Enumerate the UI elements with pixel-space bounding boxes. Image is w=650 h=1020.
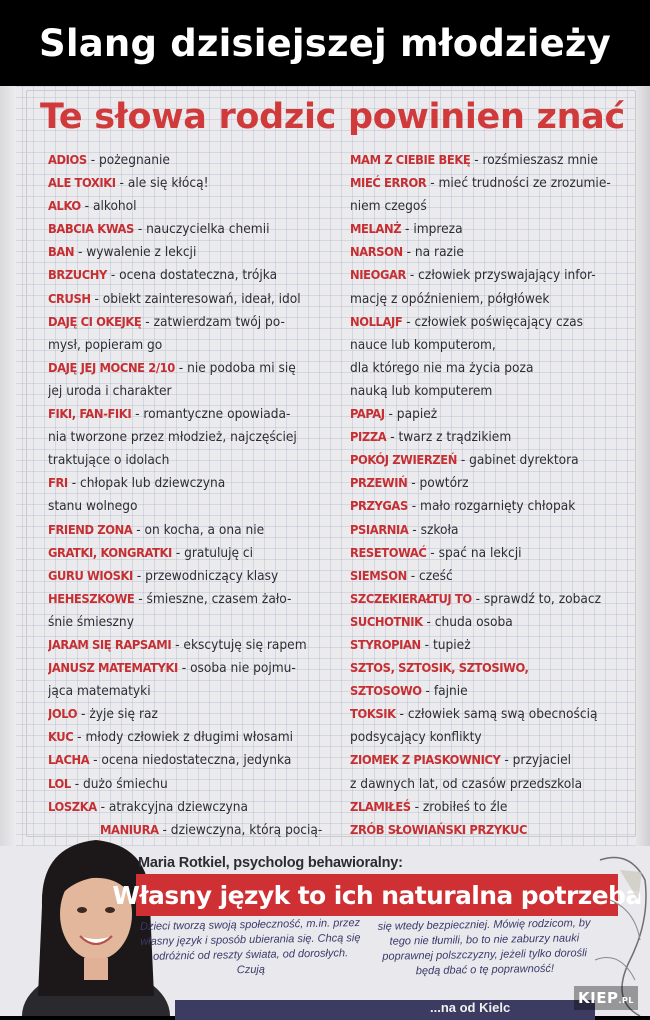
term-definition: - tupież (420, 636, 471, 653)
glossary-entry (350, 218, 630, 241)
slang-term: RESETOWAĆ (350, 545, 427, 561)
slang-term: KUC (48, 730, 74, 746)
glossary-entry (48, 657, 340, 680)
term-definition: - ale się kłócą! (115, 175, 209, 192)
bottom-strip (175, 1000, 595, 1020)
term-definition: - obiekt zainteresowań, ideał, idol (90, 290, 301, 307)
term-definition: nauką lub komputerem (350, 382, 493, 399)
term-definition: - dziewczyna, którą pocią- (158, 821, 323, 838)
term-definition: - cześć (406, 567, 453, 584)
slang-term: ZIOMEK Z PIASKOWNICY (350, 753, 501, 769)
term-definition: jej uroda i charakter (48, 382, 172, 399)
term-definition: - papież (384, 406, 438, 423)
glossary-entry (48, 241, 340, 264)
banner-text: Własny język to ich naturalna potrzeba (112, 880, 642, 910)
slang-term: SUCHOTNIK (350, 614, 423, 630)
term-definition: nauce lub komputerom, (350, 336, 496, 353)
glossary-entry (350, 657, 630, 680)
glossary-entry (350, 611, 630, 634)
glossary-entry (48, 703, 340, 726)
glossary-continuation (48, 426, 340, 449)
term-definition: - fajnie (421, 683, 468, 700)
term-definition: dla którego nie ma życia poza (350, 359, 534, 376)
glossary-entry (350, 472, 630, 495)
glossary-entry (350, 703, 630, 726)
term-definition: - młody człowiek z długimi włosami (73, 729, 294, 746)
glossary-entry (48, 796, 340, 819)
slang-term: ALKO (48, 199, 81, 215)
term-definition: - przyjaciel (500, 752, 572, 769)
slang-term: POKÓJ ZWIERZEŃ (350, 453, 457, 469)
term-definition: jąca matematyki (48, 683, 151, 700)
glossary-left-column (48, 149, 340, 865)
term-definition: - człowiek poświęcający czas (402, 313, 584, 330)
glossary-entry (48, 357, 340, 380)
slang-term: NARSON (350, 245, 403, 261)
glossary-entry (48, 195, 340, 218)
glossary-entry (48, 288, 340, 311)
term-definition: - mało rozgarnięty chłopak (407, 498, 576, 515)
glossary-entry (48, 749, 340, 772)
slang-term: PIZZA (350, 430, 387, 446)
glossary-entry (350, 264, 630, 287)
expert-quote-left: Dzieci tworzą swoją społeczność, m.in. przez własny język i sposób ubierania się. Chcą się odróżnić od reszty świata, od dorosłych. Czują (139, 917, 361, 977)
slang-term: MAM Z CIEBIE BEKĘ (350, 153, 471, 168)
glossary-entry (350, 588, 630, 611)
slang-term: MANIURA (100, 822, 159, 838)
term-definition: niem czegoś (350, 198, 427, 215)
term-definition: - ekscytuję się rapem (171, 636, 307, 653)
term-definition: - osoba nie pojmu- (177, 660, 296, 677)
glossary-continuation (350, 288, 630, 311)
slang-term: GRATKI, KONGRATKI (48, 545, 172, 561)
glossary-entry (350, 311, 630, 334)
glossary-entry (350, 495, 630, 518)
glossary-continuation (350, 195, 630, 218)
article-headline: Te słowa rodzic powinien znać (40, 97, 625, 137)
slang-term: SIEMSON (350, 568, 407, 584)
slang-term: JOLO (48, 707, 78, 723)
term-definition: - mieć trudności ze zrozumie- (426, 175, 611, 192)
term-definition: - dużo śmiechu (70, 775, 168, 792)
glossary-entry (350, 449, 630, 472)
term-definition: - wywalenie z lekcji (74, 244, 197, 261)
term-definition: - zatwierdzam twój po- (141, 313, 285, 330)
glossary-entry (350, 796, 630, 819)
term-definition: - pożegnanie (86, 152, 170, 168)
slang-term: CRUSH (48, 291, 91, 307)
glossary-continuation (48, 495, 340, 518)
slang-term: ADIOS (48, 153, 87, 168)
page-title: Slang dzisiejszej młodzieży (39, 21, 611, 65)
glossary-entry (48, 472, 340, 495)
glossary-entry (350, 749, 630, 772)
title-bar (0, 0, 650, 86)
glossary-entry (48, 519, 340, 542)
glossary-entry (48, 542, 340, 565)
site-watermark (574, 986, 638, 1010)
slang-term: JARAM SIĘ RAPSAMI (48, 637, 172, 653)
slang-term: STYROPIAN (350, 637, 421, 653)
term-definition: - spać na lekcji (426, 544, 522, 561)
glossary-continuation (350, 357, 630, 380)
term-definition: - przewodniczący klasy (132, 567, 279, 584)
term-definition: - rozśmieszasz mnie (470, 152, 598, 168)
expert-quote-right: się wtedy bezpieczniej. Mówię rodzicom, by tego nie tłumili, bo to nie zaburzy nauki poprawnej polszczyzny, jeżeli tylko dorośli będą dbać o tę poprawność! (377, 917, 591, 978)
slang-term: FRI (48, 476, 68, 492)
slang-term: JANUSZ MATEMATYKI (48, 661, 178, 677)
term-definition: - gabinet dyrektora (456, 452, 579, 469)
slang-term: GURU WIOSKI (48, 568, 133, 584)
glossary-entry (48, 773, 340, 796)
glossary-entry (48, 726, 340, 749)
glossary-continuation (350, 380, 630, 403)
glossary-entry (350, 149, 630, 172)
expert-name: Maria Rotkiel, psycholog behawioralny: (138, 855, 403, 871)
term-definition: - szkoła (408, 521, 459, 538)
glossary-continuation (350, 726, 630, 749)
glossary-right-column (350, 149, 630, 865)
glossary-entry (48, 311, 340, 334)
term-definition: - człowiek przyswajający infor- (406, 267, 596, 284)
term-definition: - sprawdź to, zobacz (471, 590, 601, 607)
term-definition: - impreza (401, 221, 463, 238)
slang-term: ZLAMIŁEŚ (350, 799, 411, 815)
glossary-entry (350, 542, 630, 565)
glossary-entry (350, 426, 630, 449)
term-definition: mysł, popieram go (48, 336, 163, 353)
glossary-entry (48, 218, 340, 241)
term-definition: - ocena niedostateczna, jedynka (89, 752, 292, 769)
slang-term: LACHA (48, 753, 90, 769)
slang-term: DAJĘ JEJ MOCNE 2/10 (48, 360, 175, 376)
slang-term: SZTOS, SZTOSIK, SZTOSIWO, (350, 661, 529, 677)
glossary-continuation (350, 334, 630, 357)
term-definition: - powtórz (407, 475, 469, 492)
slang-term: SZCZEKIERAŁTUJ TO (350, 591, 472, 607)
term-definition: - atrakcyjna dziewczyna (96, 798, 249, 815)
glossary-continuation (350, 773, 630, 796)
slang-term: PRZEWIŃ (350, 476, 408, 492)
term-definition: - romantyczne opowiada- (131, 406, 291, 423)
term-definition: śnie śmieszny (48, 613, 134, 630)
glossary-entry (48, 565, 340, 588)
glossary-continuation (48, 680, 340, 703)
term-definition: - zrobiłeś to źle (410, 798, 508, 815)
term-definition: - twarz z trądzikiem (386, 429, 512, 446)
term-definition: - alkohol (80, 198, 137, 215)
glossary-entry (48, 149, 340, 172)
term-definition: - człowiek samą swą obecnością (395, 706, 598, 723)
slang-term: BABCIA KWAS (48, 222, 134, 238)
glossary-entry (350, 819, 630, 842)
slang-term: FIKI, FAN-FIKI (48, 407, 132, 423)
term-definition: - gratuluję ci (171, 544, 254, 561)
glossary-entry (48, 588, 340, 611)
watermark-text: KIEP.PL (578, 989, 634, 1007)
glossary-entry (350, 172, 630, 195)
term-definition: traktujące o idolach (48, 452, 170, 469)
term-definition: - na razie (402, 244, 464, 261)
term-definition: - żyje się raz (77, 706, 158, 723)
term-definition: nia tworzone przez młodzież, najczęściej (48, 429, 297, 446)
term-definition: - chuda osoba (422, 613, 513, 630)
term-definition: - nauczycielka chemii (133, 221, 270, 238)
slang-term: PRZYGAS (350, 499, 408, 515)
term-definition: stanu wolnego (48, 498, 138, 515)
slang-term: MIEĆ ERROR (350, 176, 427, 192)
slang-term: BRZUCHY (48, 268, 107, 284)
slang-term: BAN (48, 245, 75, 261)
slang-term: SZTOSOWO (350, 684, 422, 700)
glossary-entry (350, 680, 630, 703)
term-definition: - nie podoba mi się (174, 359, 296, 376)
slang-term: FRIEND ZONA (48, 522, 133, 538)
glossary-entry (48, 172, 340, 195)
glossary-entry (48, 634, 340, 657)
glossary-entry (350, 403, 630, 426)
slang-term: MELANŻ (350, 222, 402, 238)
slang-term: PSIARNIA (350, 522, 409, 538)
term-definition: mację z opóźnieniem, półgłówek (350, 290, 550, 307)
term-definition: - chłopak lub dziewczyna (67, 475, 226, 492)
glossary-entry (48, 403, 340, 426)
bottom-strip-text: ...na od Kielc (430, 1000, 511, 1015)
slang-term: TOKSIK (350, 707, 396, 723)
glossary-entry (350, 241, 630, 264)
slang-term: PAPAJ (350, 407, 385, 423)
glossary-continuation (48, 611, 340, 634)
term-definition: - ocena dostateczna, trójka (106, 267, 278, 284)
slang-term: ZRÓB SŁOWIAŃSKI PRZYKUC (350, 822, 528, 838)
glossary-continuation (48, 380, 340, 403)
glossary-entry (350, 634, 630, 657)
expert-banner (112, 874, 642, 916)
slang-term: HEHESZKOWE (48, 591, 135, 607)
slang-term: NOLLAJF (350, 314, 403, 330)
term-definition: podsycający konflikty (350, 729, 482, 746)
glossary-entry (48, 264, 340, 287)
term-definition: z dawnych lat, od czasów przedszkola (350, 775, 583, 792)
glossary-continuation (48, 334, 340, 357)
glossary-entry (350, 519, 630, 542)
term-definition: - on kocha, a ona nie (132, 521, 265, 538)
slang-term: ALE TOXIKI (48, 176, 116, 192)
slang-term: LOL (48, 776, 71, 792)
glossary-entry (350, 565, 630, 588)
glossary-continuation (48, 449, 340, 472)
slang-term: LOSZKA (48, 799, 97, 815)
slang-term: NIEOGAR (350, 268, 406, 284)
term-definition: - śmieszne, czasem żało- (134, 590, 292, 607)
slang-term: DAJĘ CI OKEJKĘ (48, 314, 142, 330)
